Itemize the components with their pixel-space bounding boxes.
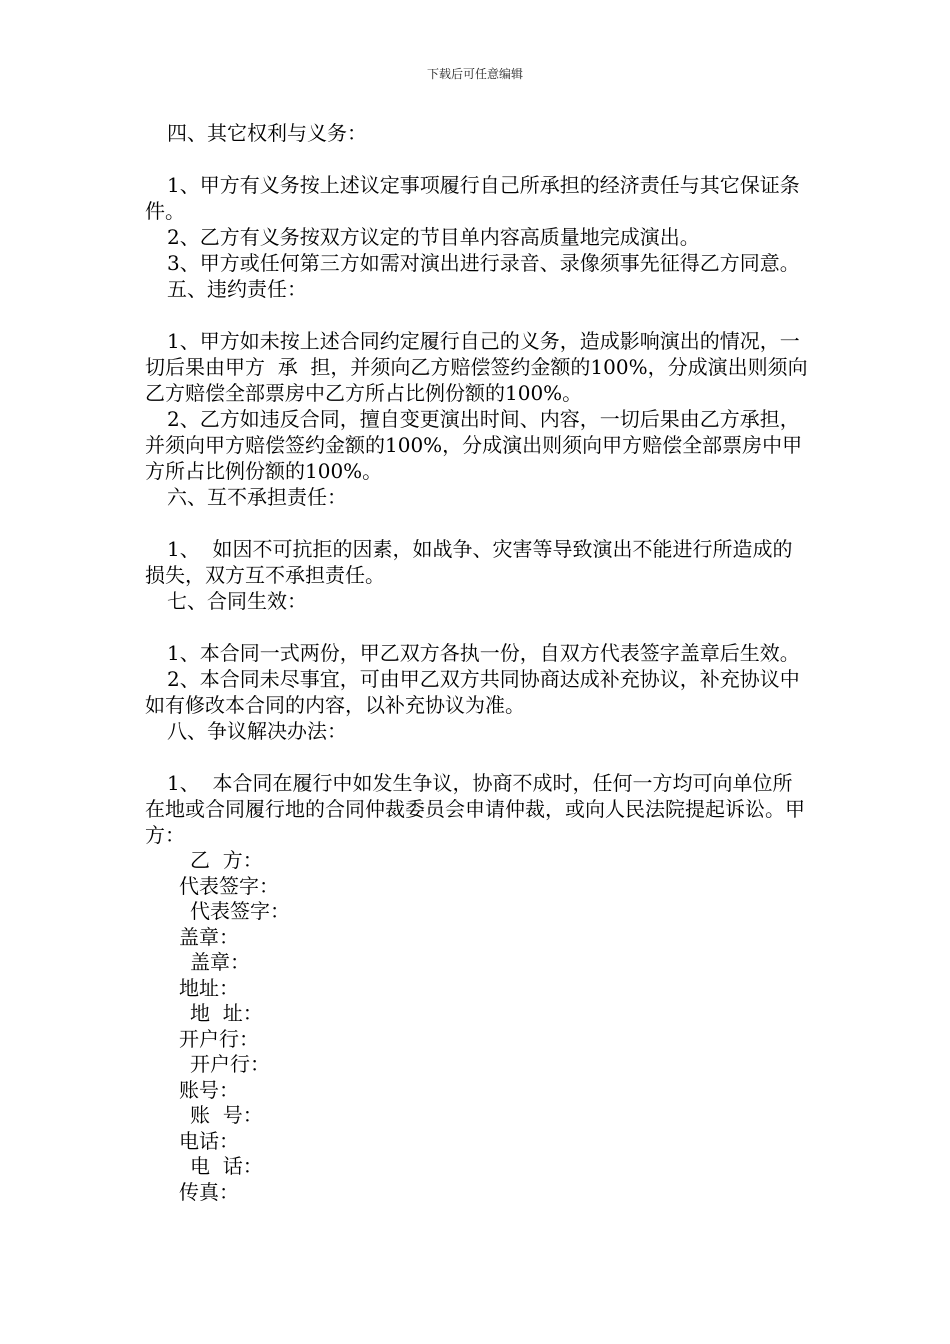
clause-5-2: 2、乙方如违反合同，擅自变更演出时间、内容，一切后果由乙方承担，并须向甲方赔偿签约金额的100%，分成演出则须向甲方赔偿全部票房中甲方所占比例份额的100%。 bbox=[145, 407, 803, 483]
signature-line: 账号： bbox=[179, 1077, 239, 1102]
signature-line: 账 号： bbox=[190, 1103, 263, 1127]
clause-5-1: 1、甲方如未按上述合同约定履行自己的义务，造成影响演出的情况，一切后果由甲方 承 担，并须向乙方赔偿签约金额的100%，分成演出则须向乙方赔偿全部票房中乙方所占比例份额的100%。 bbox=[145, 329, 808, 405]
clause-4-1: 1、甲方有义务按上述议定事项履行自己所承担的经济责任与其它保证条件。 bbox=[145, 173, 800, 223]
signature-line: 乙 方： bbox=[190, 848, 263, 872]
section-heading-7: 七、合同生效： bbox=[167, 589, 307, 613]
signature-line: 盖章： bbox=[179, 924, 239, 949]
section-heading-8: 八、争议解决办法： bbox=[167, 719, 347, 743]
signature-line: 开户行： bbox=[179, 1026, 259, 1051]
signature-block bbox=[145, 848, 810, 1205]
contract-body bbox=[145, 120, 818, 1205]
signature-line: 代表签字： bbox=[190, 899, 290, 923]
signature-line: 电话： bbox=[179, 1128, 239, 1153]
signature-line: 开户行： bbox=[190, 1052, 270, 1076]
signature-line: 传真： bbox=[179, 1179, 239, 1204]
page-header-note: 下载后可任意编辑 bbox=[426, 67, 523, 81]
section-heading-6: 六、互不承担责任： bbox=[167, 485, 347, 509]
clause-4-2: 2、乙方有义务按双方议定的节目单内容高质量地完成演出。 bbox=[167, 225, 700, 249]
section-heading-4: 四、其它权利与义务： bbox=[167, 121, 367, 145]
clause-8-1: 1、 本合同在履行中如发生争议，协商不成时，任何一方均可向单位所在地或合同履行地的合同仲裁委员会申请仲裁，或向人民法院提起诉讼。甲 方： bbox=[145, 771, 818, 847]
signature-line: 地址： bbox=[179, 975, 239, 1000]
clause-7-1: 1、本合同一式两份，甲乙双方各执一份，自双方代表签字盖章后生效。 bbox=[167, 641, 800, 665]
signature-line: 盖章： bbox=[190, 950, 250, 974]
clause-6-1: 1、 如因不可抗拒的因素，如战争、灾害等导致演出不能进行所造成的损失，双方互不承担责任。 bbox=[145, 537, 793, 587]
signature-line: 电 话： bbox=[190, 1154, 263, 1178]
clause-7-2: 2、本合同未尽事宜，可由甲乙双方共同协商达成补充协议，补充协议中如有修改本合同的内容，以补充协议为准。 bbox=[145, 667, 800, 717]
signature-line: 代表签字： bbox=[179, 873, 279, 898]
section-heading-5: 五、违约责任： bbox=[167, 277, 307, 301]
signature-line: 地 址： bbox=[190, 1001, 263, 1025]
clause-4-3: 3、甲方或任何第三方如需对演出进行录音、录像须事先征得乙方同意。 bbox=[167, 251, 800, 275]
